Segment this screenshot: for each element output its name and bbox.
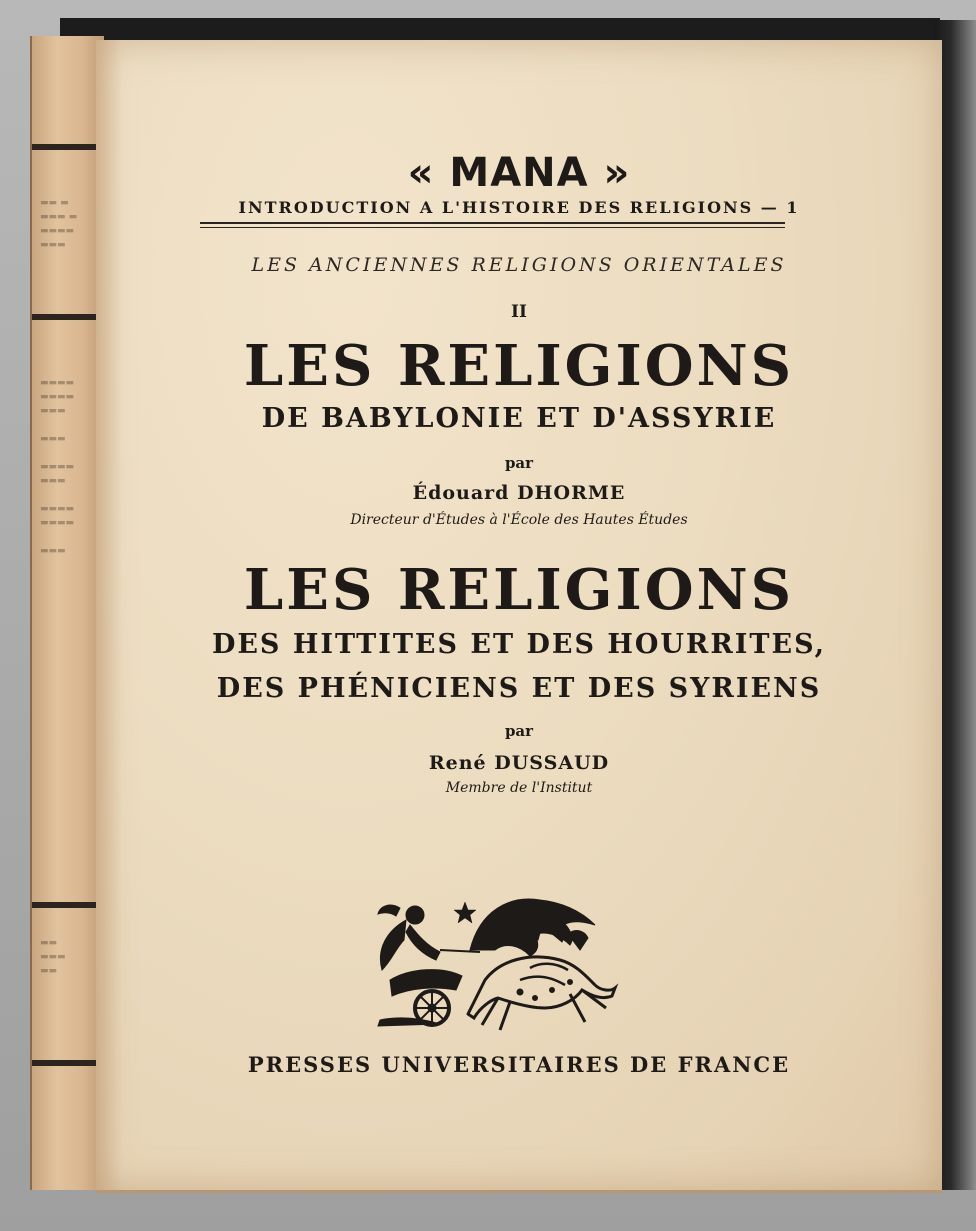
- part-1-by: par: [504, 454, 534, 472]
- part-1-title: LES RELIGIONS: [243, 333, 795, 399]
- spine-band: [32, 144, 104, 150]
- part-2-by: par: [504, 722, 534, 740]
- part-1-author: Édouard DHORME: [412, 482, 626, 504]
- divider-rule: [200, 227, 785, 228]
- chariot-horses-emblem-icon: [370, 890, 620, 1035]
- part-2-author: René DUSSAUD: [428, 752, 610, 774]
- part-2-title: LES RELIGIONS: [243, 557, 795, 623]
- spine-faded-text: ▬▬ ▬▬▬ ▬▬: [40, 938, 66, 976]
- volume-number: II: [511, 302, 527, 322]
- part-2-subtitle-line-2: DES PHÉNICIENS ET DES SYRIENS: [216, 673, 822, 704]
- part-2-subtitle-line-1: DES HITTITES ET DES HOURRITES,: [211, 629, 827, 660]
- spine-band: [32, 902, 104, 908]
- spine-faded-text: ▬▬ ▬ ▬▬▬ ▬ ▬▬▬▬ ▬▬▬: [40, 198, 78, 250]
- spine-band: [32, 314, 104, 320]
- part-1-author-role: Directeur d'Études à l'École des Hautes Études: [350, 512, 688, 528]
- part-1-subtitle: DE BABYLONIE ET D'ASSYRIE: [261, 403, 777, 434]
- divider-rule: [200, 222, 785, 224]
- spine-band: [32, 1060, 104, 1066]
- series-name: « MANA »: [407, 150, 631, 196]
- part-2-author-role: Membre de l'Institut: [445, 780, 593, 796]
- spine-faded-text: ▬▬▬▬ ▬▬▬▬ ▬▬▬ ▬▬▬ ▬▬▬▬ ▬▬▬ ▬▬▬▬ ▬▬▬▬ ▬▬▬: [40, 378, 75, 556]
- series-subtitle: INTRODUCTION A L'HISTOIRE DES RELIGIONS — 1: [238, 198, 800, 217]
- book-spine: [30, 36, 104, 1190]
- collection-title: LES ANCIENNES RELIGIONS ORIENTALES: [251, 254, 787, 276]
- publisher-name: PRESSES UNIVERSITAIRES DE FRANCE: [247, 1052, 791, 1077]
